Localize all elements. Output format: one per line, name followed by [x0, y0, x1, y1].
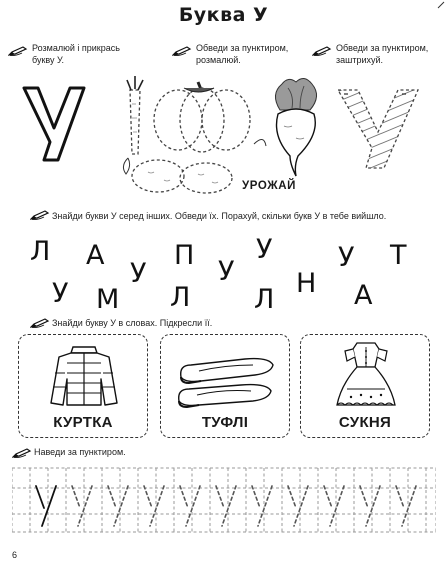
word-label[interactable]: КУРТКА — [53, 414, 113, 431]
word-card-jacket[interactable] — [18, 334, 148, 438]
shoes-icon — [175, 353, 279, 409]
word-label[interactable]: ТУФЛІ — [201, 414, 249, 431]
instruction-trace-dotted: Наведи за пунктиром. — [34, 447, 126, 457]
carrot-icon — [127, 76, 143, 154]
scatter-letter[interactable]: М — [96, 284, 120, 315]
pumpkin-icon — [154, 82, 250, 152]
corner-mark — [436, 0, 446, 10]
scatter-letter[interactable]: А — [86, 240, 105, 271]
instruction-trace-hatch: Обведи за пунктиром, заштрихуй. — [336, 43, 429, 65]
scatter-letter[interactable]: А — [354, 280, 373, 311]
outlined-letter-u[interactable] — [18, 84, 90, 166]
potato-icon — [132, 160, 232, 193]
dotted-letter-u — [72, 486, 416, 526]
jacket-icon — [47, 343, 121, 409]
pencil-icon — [312, 46, 332, 56]
scatter-letter[interactable]: Л — [30, 236, 51, 267]
solid-letter-u — [36, 486, 56, 526]
scatter-letter[interactable]: У — [338, 242, 355, 273]
instruction-find-in-words: Знайди букву У в словах. Підкресли її. — [52, 318, 213, 328]
scatter-letter[interactable]: У — [256, 234, 273, 265]
writing-grid[interactable] — [12, 464, 436, 536]
instruction-find-letters: Знайди букви У серед інших. Обведи їх. Порахуй, скільки букв У в тебе вийшло. — [52, 211, 387, 221]
page-title: Буква У — [178, 4, 269, 26]
pencil-icon — [30, 318, 50, 328]
pencil-icon — [172, 46, 192, 56]
word-card-shoes[interactable] — [160, 334, 290, 438]
scatter-letter[interactable]: Л — [254, 284, 275, 315]
scatter-letter[interactable]: Т — [390, 240, 407, 271]
pencil-icon — [30, 210, 50, 220]
word-label[interactable]: СУКНЯ — [338, 414, 392, 431]
scatter-letter[interactable]: П — [174, 240, 195, 271]
scatter-letter[interactable]: Л — [170, 282, 191, 313]
word-card-dress[interactable] — [300, 334, 430, 438]
hatched-letter-u[interactable] — [332, 84, 428, 174]
dress-icon — [333, 339, 399, 411]
scatter-letter[interactable]: У — [130, 258, 147, 289]
scatter-letter[interactable]: У — [52, 278, 69, 309]
radish-icon[interactable] — [266, 74, 324, 178]
scatter-letter[interactable]: У — [218, 256, 235, 287]
instruction-color: Розмалюй і прикрась букву У. — [32, 43, 120, 65]
pencil-icon — [8, 46, 28, 56]
scatter-letter[interactable]: Н — [296, 268, 317, 299]
page-number: 6 — [12, 550, 18, 560]
instruction-trace-color: Обведи за пунктиром, розмалюй. — [196, 43, 289, 65]
harvest-label: УРОЖАЙ — [242, 180, 297, 192]
pencil-icon — [12, 448, 32, 458]
